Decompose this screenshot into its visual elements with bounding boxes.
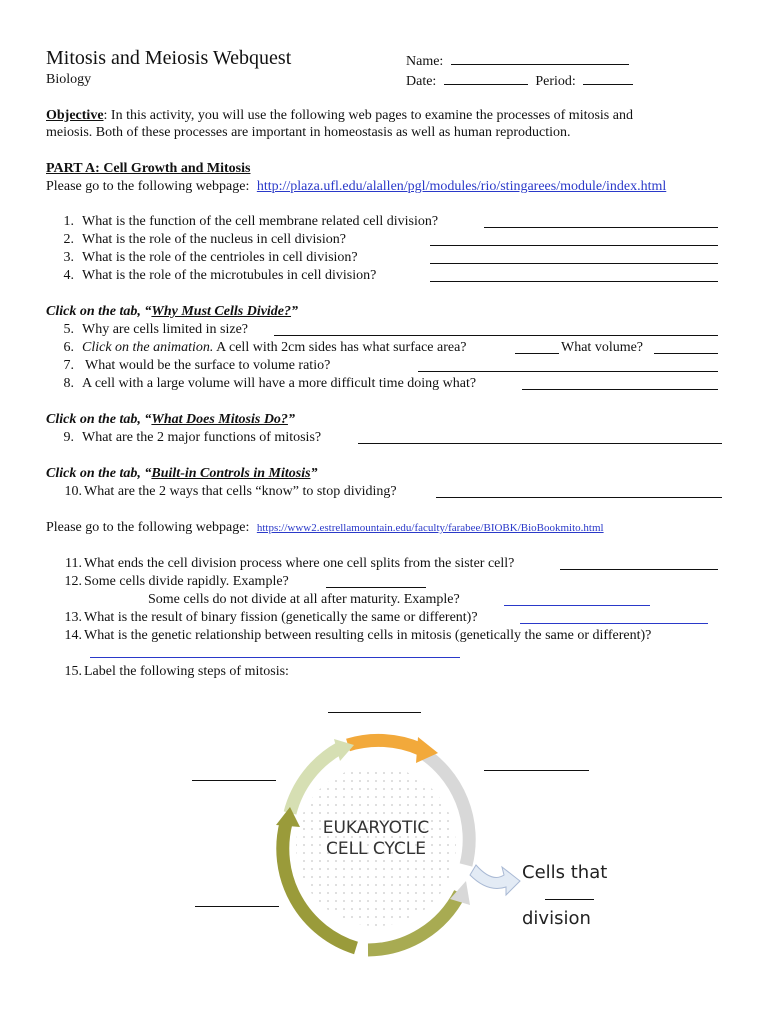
question-text: Why are cells limited in size? xyxy=(82,322,248,337)
question-6 xyxy=(48,339,467,357)
part-b-link[interactable]: https://www2.estrellamountain.edu/faculty/farabee/BIOBK/BioBookmito.html xyxy=(256,522,604,534)
question-text: What ends the cell division process where one cell splits from the sister cell? xyxy=(84,556,515,571)
tab-prefix: Click on the tab, “ xyxy=(46,304,152,319)
question-text: What are the 2 major functions of mitosis? xyxy=(82,430,322,445)
question-15 xyxy=(48,663,289,681)
question-number: 5. xyxy=(63,322,74,337)
cell-cycle-diagram xyxy=(270,715,610,975)
cycle-arc-orange xyxy=(348,740,420,749)
period-label: Period: xyxy=(535,74,576,89)
question-text: A cell with 2cm sides has what surface area? xyxy=(213,340,467,355)
answer-line-11[interactable] xyxy=(560,569,718,570)
question-number: 9. xyxy=(63,430,74,445)
label-blank-upper-left[interactable] xyxy=(192,780,276,781)
question-text: What is the role of the microtubules in cell division? xyxy=(82,268,377,283)
answer-line-8[interactable] xyxy=(522,389,718,390)
question-10 xyxy=(48,483,397,501)
question-5 xyxy=(48,321,248,339)
question-4 xyxy=(48,267,376,285)
part-a-link[interactable]: http://plaza.ufl.edu/alallen/pgl/modules/rio/stingarees/module/index.html xyxy=(256,179,667,194)
question-text: What is the role of the nucleus in cell division? xyxy=(82,232,346,247)
question-number: 13. xyxy=(64,610,82,625)
part-a-instruction: Please go to the following webpage: xyxy=(46,179,250,194)
answer-line-7[interactable] xyxy=(418,371,718,372)
date-row xyxy=(406,72,633,90)
answer-line-5[interactable] xyxy=(274,335,718,336)
part-a-heading: PART A: Cell Growth and Mitosis xyxy=(46,161,251,176)
question-text: A cell with a large volume will have a more difficult time doing what? xyxy=(82,376,477,391)
answer-line-14[interactable] xyxy=(90,657,460,658)
subject-label: Biology xyxy=(46,72,92,87)
question-1 xyxy=(48,213,438,231)
answer-line-13[interactable] xyxy=(520,623,708,624)
exit-arrow xyxy=(470,865,520,895)
question-text: What would be the surface to volume ratio? xyxy=(85,358,331,373)
question-number: 6. xyxy=(63,340,74,355)
question-number: 3. xyxy=(63,250,74,265)
label-blank-top[interactable] xyxy=(328,712,421,713)
answer-line-4[interactable] xyxy=(430,281,718,282)
question-3 xyxy=(48,249,358,267)
side-label-line2: division xyxy=(522,908,591,929)
tab-name: What Does Mitosis Do? xyxy=(151,412,288,427)
tab-prefix: Click on the tab, “ xyxy=(46,466,152,481)
tab-prefix: Click on the tab, “ xyxy=(46,412,152,427)
question-13 xyxy=(48,609,478,627)
tab-suffix: ” xyxy=(291,304,299,319)
question-number: 4. xyxy=(63,268,74,283)
label-blank-lower-left[interactable] xyxy=(195,906,279,907)
objective-line-1 xyxy=(46,107,633,125)
answer-line-10[interactable] xyxy=(436,497,722,498)
period-field[interactable] xyxy=(583,72,633,85)
date-field[interactable] xyxy=(444,72,528,85)
part-b-instruction: Please go to the following webpage: xyxy=(46,520,250,535)
answer-line-1[interactable] xyxy=(484,227,718,228)
question-number: 1. xyxy=(63,214,74,229)
page-title: Mitosis and Meiosis Webquest xyxy=(46,47,292,69)
question-8 xyxy=(48,375,476,393)
tab-name: Built-in Controls in Mitosis xyxy=(151,466,311,481)
tab-what-does-mitosis-do xyxy=(46,411,295,429)
question-text: Some cells divide rapidly. Example? xyxy=(84,574,289,589)
answer-line-2[interactable] xyxy=(430,245,718,246)
question-7 xyxy=(48,357,330,375)
question-2 xyxy=(48,231,346,249)
tab-why-must-cells-divide xyxy=(46,303,298,321)
part-b-instruction-row xyxy=(46,519,604,537)
question-text: What is the role of the centrioles in cell division? xyxy=(82,250,358,265)
tab-built-in-controls xyxy=(46,465,318,483)
question-number: 12. xyxy=(64,574,82,589)
answer-line-9[interactable] xyxy=(358,443,722,444)
question-text: What are the 2 ways that cells “know” to stop dividing? xyxy=(84,484,397,499)
side-label-line1: Cells that xyxy=(522,862,608,883)
question-number: 14. xyxy=(64,628,82,643)
name-label: Name: xyxy=(406,54,444,69)
name-row xyxy=(406,52,629,70)
name-field[interactable] xyxy=(451,52,629,65)
cycle-title-line2: CELL CYCLE xyxy=(325,839,427,859)
question-number: 7. xyxy=(63,358,74,373)
question-9 xyxy=(48,429,321,447)
question-text: What is the result of binary fission (genetically the same or different)? xyxy=(84,610,478,625)
question-text: What is the genetic relationship between resulting cells in mitosis (genetically the same or different)? xyxy=(84,628,652,643)
tab-suffix: ” xyxy=(287,412,295,427)
question-11 xyxy=(48,555,514,573)
objective-text-1: : In this activity, you will use the following web pages to examine the processes of mitosis and xyxy=(103,108,633,123)
cycle-title-line1: EUKARYOTIC xyxy=(322,818,430,838)
question-number: 10. xyxy=(64,484,82,499)
date-label: Date: xyxy=(406,74,437,89)
answer-line-12b[interactable] xyxy=(504,605,650,606)
question-italic: Click on the animation. xyxy=(82,340,214,355)
tab-name: Why Must Cells Divide? xyxy=(151,304,292,319)
objective-label: Objective xyxy=(46,108,104,123)
question-12 xyxy=(48,573,289,591)
question-number: 8. xyxy=(63,376,74,391)
question-12b: Some cells do not divide at all after maturity. Example? xyxy=(148,592,460,607)
question-text: Label the following steps of mitosis: xyxy=(84,664,289,679)
question-text: What is the function of the cell membrane related cell division? xyxy=(82,214,439,229)
question-number: 15. xyxy=(64,664,82,679)
question-number: 11. xyxy=(65,556,82,571)
answer-line-6a[interactable] xyxy=(515,353,559,354)
answer-line-3[interactable] xyxy=(430,263,718,264)
question-number: 2. xyxy=(63,232,74,247)
part-a-instruction-row xyxy=(46,178,666,196)
tab-suffix: ” xyxy=(310,466,318,481)
answer-line-6b[interactable] xyxy=(654,353,718,354)
objective-line-2: meiosis. Both of these processes are important in homeostasis as well as human reproduction. xyxy=(46,125,571,140)
answer-line-12a[interactable] xyxy=(326,587,426,588)
question-14 xyxy=(48,627,651,645)
question-6b: What volume? xyxy=(561,340,644,355)
